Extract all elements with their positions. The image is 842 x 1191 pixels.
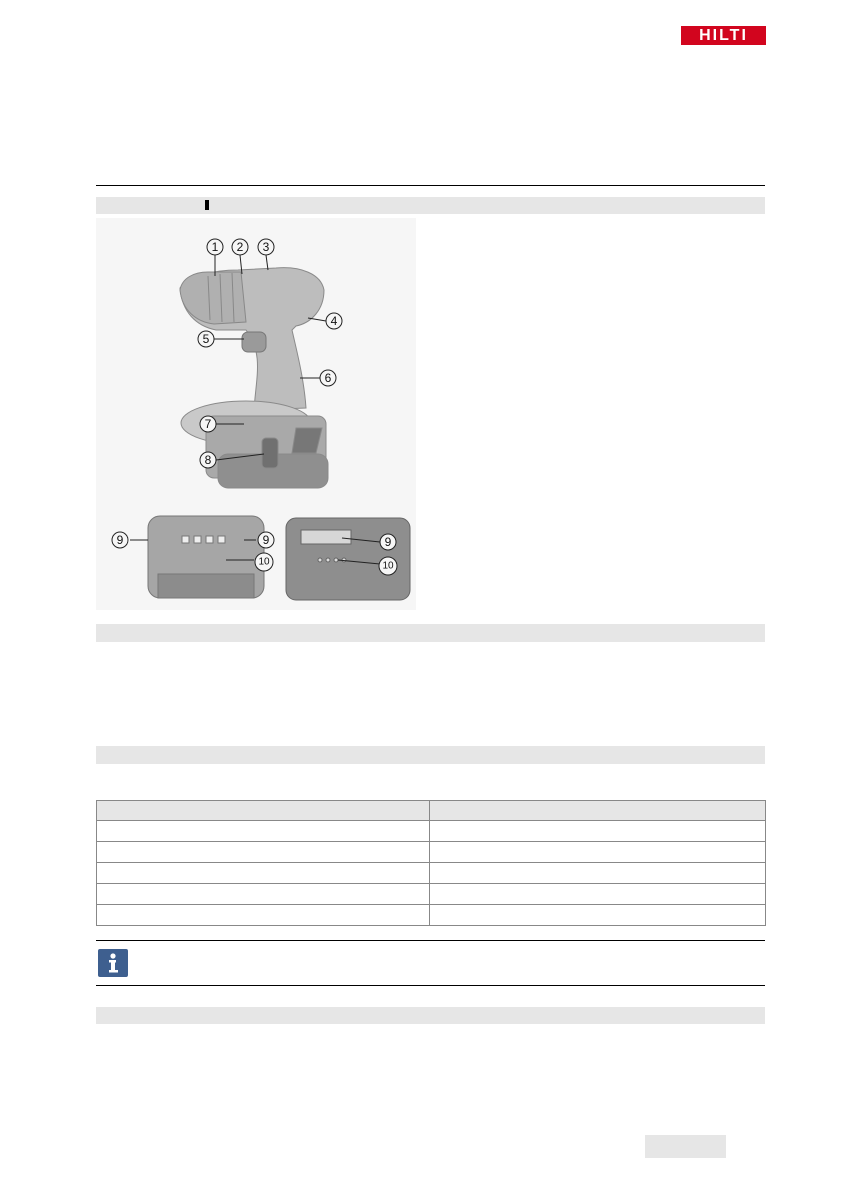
table-row: [97, 905, 766, 926]
section-title: [96, 1011, 102, 1023]
callout-8: 8: [204, 453, 212, 467]
callout-10-top: 10: [382, 560, 394, 572]
product-figure: [96, 218, 416, 610]
callout-2: 2: [236, 240, 244, 254]
callout-10: 10: [258, 556, 270, 568]
callout-7: 7: [204, 417, 212, 431]
table-cell: [430, 863, 766, 884]
section-bar-figure: [96, 197, 765, 214]
change-marker: [205, 200, 209, 210]
callout-6: 6: [324, 371, 332, 385]
callout-3: 3: [262, 240, 270, 254]
table-row: [97, 821, 766, 842]
table-cell: [430, 842, 766, 863]
callout-9-left: 9: [116, 533, 124, 547]
table-cell: [97, 821, 430, 842]
hilti-logo: [681, 26, 766, 45]
table-header-row: [97, 801, 766, 821]
table-header-cell: [430, 801, 766, 821]
section-title: [96, 750, 102, 762]
table-cell: [97, 842, 430, 863]
drill-chuck: [180, 272, 246, 324]
drill-illustration: [96, 218, 416, 610]
table-cell: [97, 905, 430, 926]
spec-table: [96, 800, 766, 926]
table-row: [97, 884, 766, 905]
table-cell: [97, 863, 430, 884]
callout-1: 1: [211, 240, 219, 254]
table-cell: [430, 884, 766, 905]
logo-text: HILTI: [699, 27, 748, 44]
table-cell: [430, 821, 766, 842]
callout-4: 4: [330, 314, 338, 328]
callout-5: 5: [202, 332, 210, 346]
section-bar-4: [96, 1007, 765, 1024]
note-top-rule: [96, 940, 765, 941]
table-row: [97, 842, 766, 863]
table-cell: [97, 884, 430, 905]
section-bar-3: [96, 746, 765, 764]
top-rule: [96, 185, 765, 186]
table-row: [97, 863, 766, 884]
section-bar-2: [96, 624, 765, 642]
table-header-cell: [97, 801, 430, 821]
callout-9-right: 9: [262, 533, 270, 547]
note-bottom-rule: [96, 985, 765, 986]
page-number-box: [645, 1135, 726, 1158]
trigger: [242, 332, 266, 352]
section-title: [96, 628, 102, 640]
table-cell: [430, 905, 766, 926]
callout-9-top: 9: [384, 535, 392, 549]
section-title: [96, 201, 102, 213]
battery-front: [148, 516, 264, 598]
info-icon: [98, 949, 128, 977]
